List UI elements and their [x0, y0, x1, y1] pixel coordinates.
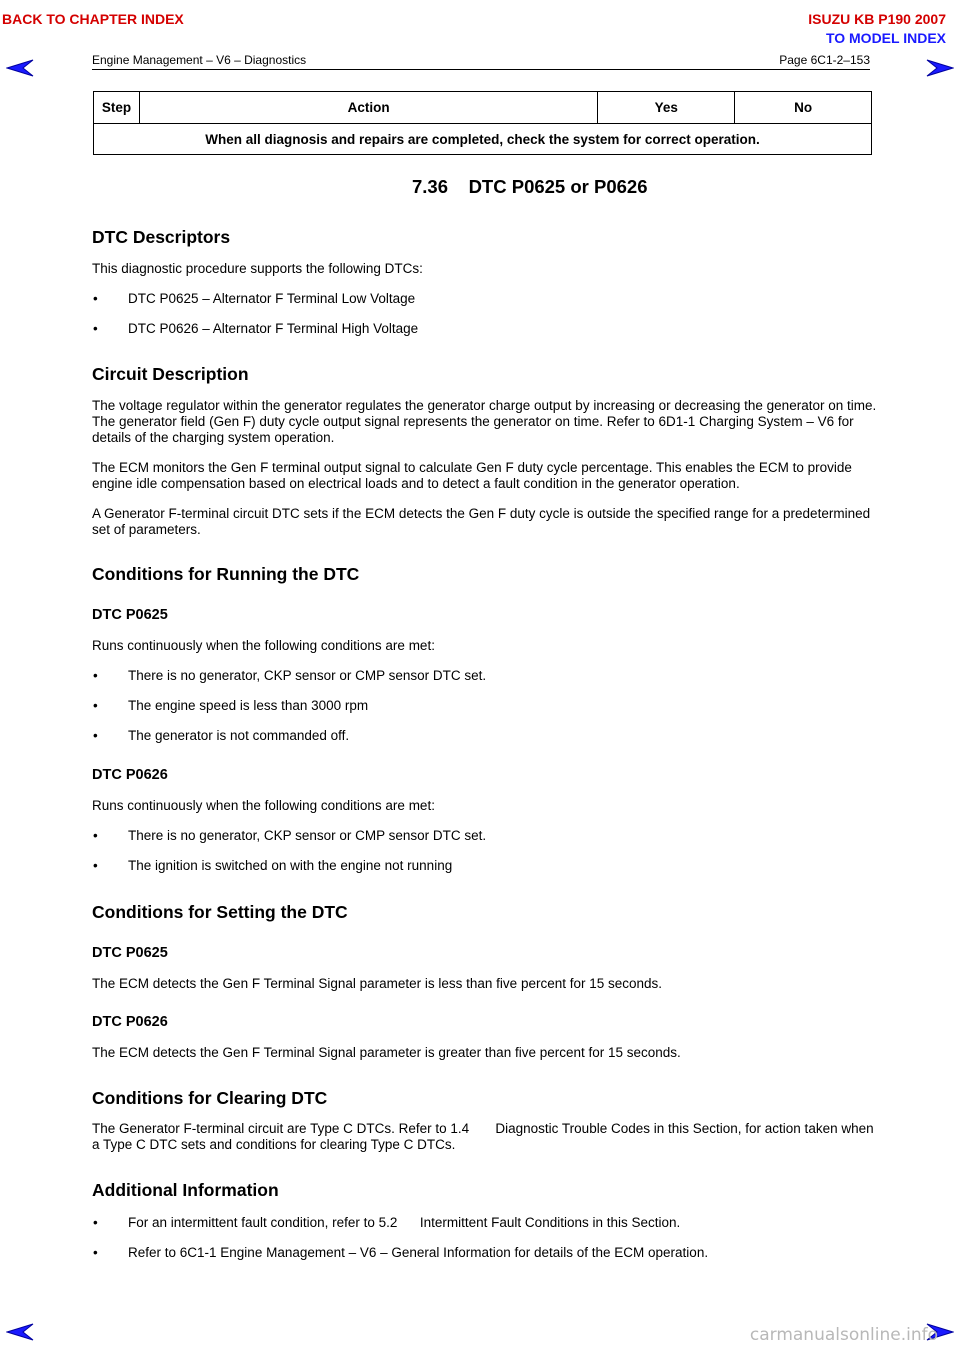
bullet: •: [93, 668, 98, 683]
setting-p0626-text: The ECM detects the Gen F Terminal Signal parameter is greater than five percent for 15 seconds.: [92, 1045, 681, 1060]
circuit-paragraph: The voltage regulator within the generator regulates the generator charge output by increasing or decreasing the generator on time. The generator field (Gen F) duty cycle output signal represents the generator on time. Refer to 6D1-1 Charging System – V6 for details of the charging system operation.: [92, 398, 877, 445]
heading-conditions-clearing: Conditions for Clearing DTC: [92, 1088, 328, 1108]
clearing-text: [92, 1121, 882, 1153]
page-number: Page 6C1-2–153: [779, 53, 870, 67]
column-header-yes: Yes: [598, 92, 735, 124]
column-header-no: No: [735, 92, 872, 124]
bullet: •: [93, 698, 98, 713]
list-item-text: The generator is not commanded off.: [128, 728, 350, 743]
info-text-after: in this Section.: [588, 1215, 681, 1230]
bullet: •: [93, 321, 98, 336]
list-item-text: The ignition is switched on with the engine not running: [128, 858, 453, 873]
table-row: [94, 124, 872, 155]
setting-p0625-text: The ECM detects the Gen F Terminal Signal parameter is less than five percent for 15 seconds.: [92, 976, 663, 991]
list-item-text: There is no generator, CKP sensor or CMP sensor DTC set.: [128, 828, 487, 843]
to-model-index-link[interactable]: TO MODEL INDEX: [825, 30, 946, 46]
running-p0626-intro: Runs continuously when the following conditions are met:: [92, 798, 435, 813]
list-item-text: [128, 1215, 680, 1230]
running-p0625-intro: Runs continuously when the following conditions are met:: [92, 638, 435, 653]
previous-page-arrow-icon[interactable]: [6, 59, 34, 77]
list-item-text: There is no generator, CKP sensor or CMP sensor DTC set.: [128, 668, 487, 683]
list-item-text: Refer to 6C1-1 Engine Management – V6 – General Information for details of the ECM operation.: [128, 1245, 709, 1260]
subheading-dtc-p0626: DTC P0626: [92, 767, 168, 783]
back-to-chapter-index-link[interactable]: BACK TO CHAPTER INDEX: [2, 11, 184, 27]
bullet: •: [93, 1215, 98, 1230]
section-reference-link[interactable]: 5.2 Intermittent Fault Conditions: [378, 1215, 589, 1230]
heading-circuit-description: Circuit Description: [92, 364, 249, 384]
bullet: •: [93, 291, 98, 306]
clearing-text-after: in this Section, for action taken when a Type C DTC sets and conditions for clearing Type C DTCs.: [92, 1121, 878, 1152]
list-item-text: The engine speed is less than 3000 rpm: [128, 698, 369, 713]
heading-dtc-descriptors: DTC Descriptors: [92, 227, 231, 247]
bullet: •: [93, 858, 98, 873]
next-page-arrow-icon[interactable]: [926, 59, 954, 77]
section-title: 7.36 DTC P0625 or P0626: [412, 176, 648, 197]
subheading-dtc-p0626: DTC P0626: [92, 1014, 168, 1030]
circuit-paragraph: A Generator F-terminal circuit DTC sets if the ECM detects the Gen F duty cycle is outside the specified range for a predetermined set of parameters.: [92, 506, 871, 537]
previous-page-arrow-icon[interactable]: [6, 1323, 34, 1341]
table-final-row-text: When all diagnosis and repairs are completed, check the system for correct operation.: [94, 124, 872, 155]
section-reference-link[interactable]: 1.4 Diagnostic Trouble Codes: [450, 1121, 650, 1136]
model-title: ISUZU KB P190 2007: [808, 11, 946, 27]
heading-conditions-setting: Conditions for Setting the DTC: [92, 902, 348, 922]
column-header-action: Action: [139, 92, 597, 124]
circuit-paragraph: The ECM monitors the Gen F terminal output signal to calculate Gen F duty cycle percentage. This enables the ECM to provide engine idle compensation based on electrical loads and to detect a fault condition in the generator operation.: [92, 460, 852, 491]
bullet: •: [93, 1245, 98, 1260]
watermark: carmanualsonline.info: [749, 1325, 938, 1345]
info-text-before: For an intermittent fault condition, refer to: [128, 1215, 379, 1230]
list-item-text: DTC P0625 – Alternator F Terminal Low Voltage: [128, 291, 416, 306]
dtc-descriptors-intro: This diagnostic procedure supports the following DTCs:: [92, 261, 423, 276]
clearing-text-before: The Generator F-terminal circuit are Type C DTCs. Refer to: [92, 1121, 451, 1136]
page-header-title: Engine Management – V6 – Diagnostics: [92, 53, 307, 67]
diagnostic-step-table: [93, 91, 872, 155]
header-divider: [92, 69, 870, 70]
table-header-row: [94, 92, 872, 124]
bullet: •: [93, 728, 98, 743]
bullet: •: [93, 828, 98, 843]
heading-conditions-running: Conditions for Running the DTC: [92, 564, 360, 584]
list-item-text: DTC P0626 – Alternator F Terminal High Voltage: [128, 321, 419, 336]
subheading-dtc-p0625: DTC P0625: [92, 945, 168, 961]
subheading-dtc-p0625: DTC P0625: [92, 607, 168, 623]
column-header-step: Step: [94, 92, 140, 124]
heading-additional-information: Additional Information: [92, 1180, 279, 1200]
